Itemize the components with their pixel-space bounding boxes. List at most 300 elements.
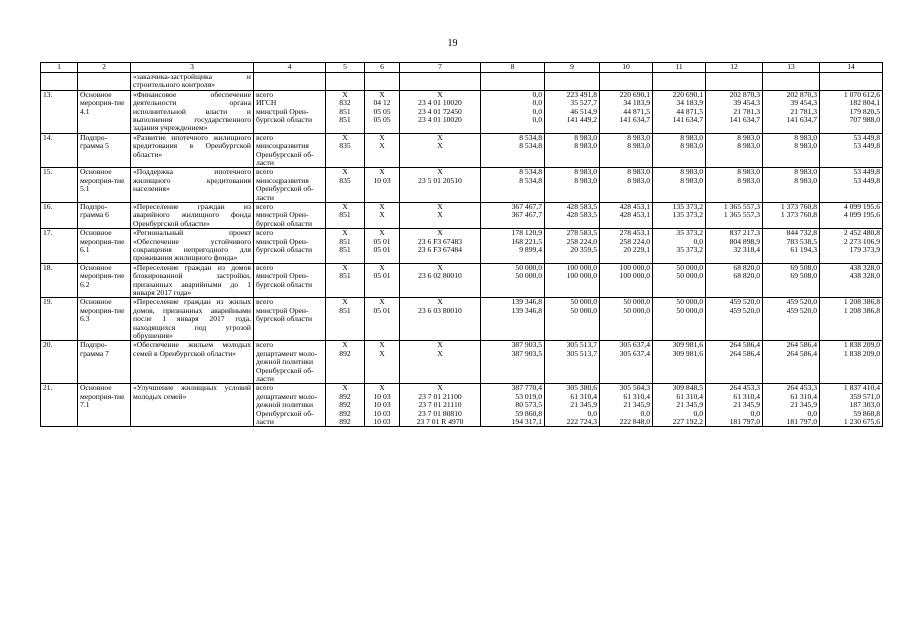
amount-line-col-14: 179 373,9 <box>849 244 880 254</box>
amount-line-col-12: 181 797,0 <box>729 416 760 426</box>
amount-cell-col-10 <box>600 341 653 384</box>
amount-line-col-9: 8 983,0 <box>574 167 597 177</box>
amount-line-col-13: 8 983,0 <box>794 133 817 142</box>
amount-line-col-13 <box>765 159 817 167</box>
amount-line-col-14 <box>822 375 880 383</box>
amount-cell-col-12 <box>706 298 763 341</box>
target-article-line: 23 7 01 21100 <box>418 391 462 401</box>
target-article-line: Х <box>437 228 443 238</box>
amount-line-col-14: 182 804,1 <box>849 98 880 108</box>
amount-cell-col-13 <box>763 133 820 168</box>
row-number-cell: 17. <box>41 229 78 264</box>
grbs-line: Х <box>342 383 348 393</box>
amount-line-col-12: 1 365 557,3 <box>723 210 760 220</box>
amount-line-col-11: 135 373,2 <box>672 210 703 220</box>
amount-cell-col-8 <box>481 90 545 133</box>
section-line <box>367 281 397 289</box>
amount-line-col-10: 34 183,9 <box>623 98 650 108</box>
executor-cell <box>254 90 326 133</box>
amount-line-col-8: 367 467,7 <box>511 210 542 220</box>
grbs-line: 851 <box>339 244 351 254</box>
amount-line-col-8: 387 770,4 <box>511 383 542 393</box>
amount-line-col-13 <box>765 358 817 366</box>
amount-line-col-11: 8 983,0 <box>680 175 703 185</box>
amount-line-col-9: 141 449,2 <box>566 114 597 124</box>
amount-line-col-12: 8 983,0 <box>737 133 760 142</box>
amount-line-col-11 <box>655 358 703 366</box>
target-article-line: Х <box>437 202 443 211</box>
executor-line: всего <box>256 228 274 238</box>
amount-cell-col-9 <box>545 133 600 168</box>
amount-line-col-13: 8 983,0 <box>794 175 817 185</box>
amount-line-col-11: 0,0 <box>693 236 703 246</box>
amount-line-col-10: 0,0 <box>640 408 650 418</box>
amount-line-col-12: 68 820,0 <box>733 263 760 272</box>
section-line: Х <box>379 383 385 393</box>
grbs-line <box>328 367 362 375</box>
amount-line-col-12 <box>708 151 760 159</box>
grbs-cell <box>326 263 365 298</box>
amount-line-col-8: 8 534,8 <box>519 175 542 185</box>
amount-line-col-8: 53 019,0 <box>515 391 542 401</box>
amount-line-col-12: 0,0 <box>750 408 760 418</box>
column-header-14: 14 <box>820 63 883 73</box>
executor-cell <box>254 263 326 298</box>
executor-line: ласти <box>256 374 274 384</box>
amount-line-col-11: 8 983,0 <box>680 167 703 177</box>
measure-name-cell: «Финансовое обеспечение деятельности органа исполнительной власти и выполнения государственного задания учреждением» <box>131 90 254 133</box>
table-row <box>41 168 883 203</box>
amount-line-col-10: 278 453,1 <box>619 228 650 238</box>
section-cell <box>365 384 400 427</box>
measure-name-cell: «Поддержка ипотечного жилищного кредитования населения» <box>131 168 254 203</box>
measure-name-cell: «Переселение граждан из жилых домов, признанных аварийными после 1 января 2017 года, находящихся под угрозой обрушения» <box>131 298 254 341</box>
row-type-cell: Основное мероприя-тие 6.3 <box>78 298 131 341</box>
section-line: 05 05 <box>373 106 391 116</box>
amount-line-col-14: 179 820,5 <box>849 106 880 116</box>
amount-line-col-8: 80 573,5 <box>515 400 542 410</box>
amount-line-col-14: 1 838 209,0 <box>843 340 880 350</box>
amount-line-col-13: 61 194,3 <box>790 244 817 254</box>
amount-line-col-12: 8 983,0 <box>737 175 760 185</box>
amount-line-col-10 <box>602 151 650 159</box>
executor-line: всего <box>256 297 274 307</box>
section-line: Х <box>379 348 385 358</box>
grbs-line: 892 <box>339 400 351 410</box>
amount-line-col-8 <box>483 220 542 228</box>
row-number-cell: 21. <box>41 384 78 427</box>
section-line: 05 01 <box>373 305 391 315</box>
amount-line-col-13: 264 453,3 <box>786 383 817 393</box>
section-cell <box>365 133 400 168</box>
target-article-cell <box>400 341 481 384</box>
amount-line-col-8: 0,0 <box>532 114 542 124</box>
amount-cell-col-11 <box>653 133 706 168</box>
section-line <box>367 159 397 167</box>
section-line <box>367 151 397 159</box>
measure-name-cell: «Улучшение жилищных условий молодых семей» <box>131 384 254 427</box>
row-type-cell: Основное мероприя-тие 5.1 <box>78 168 131 203</box>
amount-cell-col-10 <box>600 168 653 203</box>
amount-line-col-10: 220 690,1 <box>619 90 650 99</box>
section-line: 10 03 <box>373 175 391 185</box>
table-row <box>41 202 883 228</box>
amount-line-col-12: 804 898,9 <box>729 236 760 246</box>
amount-line-col-12: 8 983,0 <box>737 167 760 177</box>
amount-line-col-9: 100 000,0 <box>566 263 597 272</box>
grbs-line: Х <box>342 263 348 272</box>
amount-line-col-10: 305 637,4 <box>619 340 650 350</box>
amount-line-col-14: 53 449,8 <box>853 167 880 177</box>
amount-line-col-14: 359 571,0 <box>849 391 880 401</box>
amount-line-col-12: 8 983,0 <box>737 141 760 151</box>
measure-name-cell: «Обеспечение жильем молодых семей в Оренбургской области» <box>131 341 254 384</box>
section-line <box>367 185 397 193</box>
amount-line-col-13: 264 586,4 <box>786 340 817 350</box>
amount-cell-col-8 <box>481 229 545 264</box>
amount-line-col-13: 783 538,5 <box>786 236 817 246</box>
table-row <box>41 133 883 168</box>
amount-line-col-12: 264 586,4 <box>729 340 760 350</box>
executor-line: минстрой Орен- <box>256 106 309 116</box>
measure-name-cell: «Развитие ипотечного жилищного кредитования в Оренбургской области» <box>131 133 254 168</box>
amount-line-col-14: 1 230 675,6 <box>843 416 880 426</box>
amount-line-col-9: 8 983,0 <box>574 133 597 142</box>
amount-cell-col-13 <box>763 263 820 298</box>
amount-cell-col-13 <box>763 341 820 384</box>
executor-line: минстрой Орен- <box>256 271 309 281</box>
target-article-line: 23 5 01 20510 <box>418 175 462 185</box>
section-line: 05 01 <box>373 236 391 246</box>
amount-line-col-14 <box>822 151 880 159</box>
amount-line-col-13: 141 634,7 <box>786 114 817 124</box>
executor-line: бургской области <box>256 114 313 124</box>
amount-cell-col-9 <box>545 90 600 133</box>
grbs-cell <box>326 384 365 427</box>
amount-line-col-12: 459 520,0 <box>729 305 760 315</box>
column-header-11: 11 <box>653 63 706 73</box>
amount-line-col-10: 50 000,0 <box>623 297 650 307</box>
amount-line-col-13: 21 781,3 <box>790 106 817 116</box>
amount-line-col-9: 305 380,6 <box>566 383 597 393</box>
amount-line-col-11: 8 983,0 <box>680 133 703 142</box>
table-row <box>41 384 883 427</box>
amount-cell-col-13 <box>763 229 820 264</box>
amount-line-col-11 <box>655 159 703 167</box>
amount-line-col-10: 8 983,0 <box>627 175 650 185</box>
amount-cell-col-8 <box>481 168 545 203</box>
executor-cell <box>254 202 326 228</box>
amount-cell-col-9 <box>545 298 600 341</box>
target-article-cell <box>400 384 481 427</box>
column-header-13: 13 <box>763 63 820 73</box>
amount-cell-col-9 <box>545 168 600 203</box>
target-article-line: Х <box>437 133 443 142</box>
amount-line-col-13 <box>765 151 817 159</box>
amount-line-col-12: 837 217,3 <box>729 228 760 238</box>
amount-line-col-11: 21 345,9 <box>676 400 703 410</box>
amount-line-col-14: 438 328,0 <box>849 263 880 272</box>
amount-line-col-11: 50 000,0 <box>676 297 703 307</box>
amount-line-col-13 <box>765 185 817 193</box>
grbs-cell <box>326 298 365 341</box>
section-cell <box>365 168 400 203</box>
table-row <box>41 263 883 298</box>
target-article-line: Х <box>437 263 443 272</box>
amount-line-col-14: 4 099 195,6 <box>843 202 880 211</box>
amount-line-col-14: 1 208 386,8 <box>843 297 880 307</box>
amount-cell-col-9 <box>545 263 600 298</box>
grbs-line: Х <box>342 228 348 238</box>
amount-line-col-13 <box>765 194 817 202</box>
executor-line: департамент моло- <box>256 391 318 401</box>
grbs-cell <box>326 341 365 384</box>
amount-cell-col-8 <box>481 133 545 168</box>
amount-line-col-10: 8 983,0 <box>627 133 650 142</box>
section-cell <box>365 202 400 228</box>
amount-cell-col-13 <box>763 298 820 341</box>
section-line: Х <box>379 133 385 142</box>
amount-line-col-12: 202 870,3 <box>729 90 760 99</box>
amount-line-col-14: 1 208 386,8 <box>843 305 880 315</box>
grbs-line <box>328 315 362 323</box>
measure-name-cell: «заказчика-застройщика и строительного контроля» <box>131 73 254 91</box>
target-article-cell <box>400 263 481 298</box>
column-header-10: 10 <box>600 63 653 73</box>
amount-line-col-8: 50 000,0 <box>515 271 542 281</box>
amount-cell-col-12 <box>706 133 763 168</box>
executor-line: всего <box>256 133 274 142</box>
amount-line-col-11: 34 183,9 <box>676 98 703 108</box>
amount-cell-col-10 <box>600 229 653 264</box>
target-article-line: 23 4 01 72450 <box>418 106 462 116</box>
amount-cell-col-11 <box>653 168 706 203</box>
amount-line-col-14: 53 449,8 <box>853 175 880 185</box>
amount-line-col-10: 141 634,7 <box>619 114 650 124</box>
executor-line: дежной политики <box>256 400 314 410</box>
amount-line-col-9 <box>547 194 597 202</box>
amount-line-col-11: 50 000,0 <box>676 271 703 281</box>
amount-line-col-12: 32 318,4 <box>733 244 760 254</box>
amount-line-col-14 <box>822 315 880 323</box>
amount-line-col-9 <box>547 367 597 375</box>
amount-cell-col-12 <box>706 263 763 298</box>
amount-line-col-9 <box>547 159 597 167</box>
amount-cell-col-11 <box>653 90 706 133</box>
amount-line-col-11: 0,0 <box>693 408 703 418</box>
amount-line-col-13: 69 508,0 <box>790 271 817 281</box>
section-line: Х <box>379 167 385 177</box>
grbs-line: Х <box>342 167 348 177</box>
amount-line-col-11 <box>655 315 703 323</box>
column-number-header <box>41 63 883 73</box>
grbs-line <box>328 220 362 228</box>
amount-line-col-14 <box>822 358 880 366</box>
executor-line: всего <box>256 167 274 177</box>
executor-line: минстрой Орен- <box>256 210 309 220</box>
amount-line-col-11: 35 373,2 <box>676 244 703 254</box>
section-line: Х <box>379 340 385 350</box>
amount-line-col-8 <box>483 281 542 289</box>
executor-line: минсоцразвития <box>256 175 309 185</box>
target-article-line: 23 6 02 80010 <box>418 271 462 281</box>
table-row <box>41 341 883 384</box>
amount-line-col-10: 8 983,0 <box>627 167 650 177</box>
amount-line-col-11: 135 373,2 <box>672 202 703 211</box>
amount-line-col-13: 202 870,3 <box>786 90 817 99</box>
amount-cell-col-11 <box>653 298 706 341</box>
amount-cell-col-14 <box>820 90 883 133</box>
amount-line-col-12 <box>708 281 760 289</box>
amount-line-col-11: 50 000,0 <box>676 305 703 315</box>
amount-line-col-13: 39 454,3 <box>790 98 817 108</box>
section-line: 05 01 <box>373 271 391 281</box>
target-article-line: Х <box>437 348 443 358</box>
amount-cell-col-14 <box>820 384 883 427</box>
amount-line-col-14: 4 099 195,6 <box>843 210 880 220</box>
amount-line-col-12: 68 820,0 <box>733 271 760 281</box>
grbs-line: Х <box>342 133 348 142</box>
section-line: Х <box>379 210 385 220</box>
amount-line-col-8: 168 221,5 <box>511 236 542 246</box>
row-number-cell: 15. <box>41 168 78 203</box>
amount-line-col-10 <box>602 159 650 167</box>
amount-line-col-14 <box>822 185 880 193</box>
measure-name-cell: «Переселение граждан из аварийного жилищного фонда Оренбургской области» <box>131 202 254 228</box>
executor-line: всего <box>256 90 274 99</box>
amount-line-col-13: 459 520,0 <box>786 305 817 315</box>
amount-line-col-12: 264 586,4 <box>729 348 760 358</box>
executor-line: ласти <box>256 158 274 168</box>
amount-line-col-8: 8 534,8 <box>519 133 542 142</box>
amount-cell-col-8 <box>481 298 545 341</box>
amount-line-col-10: 222 848,0 <box>619 416 650 426</box>
amount-cell-col-11 <box>653 341 706 384</box>
grbs-line: Х <box>342 297 348 307</box>
amount-line-col-13: 844 732,8 <box>786 228 817 238</box>
amount-line-col-9: 50 000,0 <box>570 305 597 315</box>
column-header-8: 8 <box>481 63 545 73</box>
executor-line: бургской области <box>256 244 313 254</box>
amount-line-col-10: 21 345,9 <box>623 400 650 410</box>
section-line: Х <box>379 297 385 307</box>
amount-line-col-9: 21 345,9 <box>570 400 597 410</box>
amount-cell-col-12 <box>706 229 763 264</box>
amount-cell-col-10 <box>600 202 653 228</box>
target-article-line: Х <box>437 210 443 220</box>
grbs-line: 851 <box>339 210 351 220</box>
amount-line-col-13: 1 373 760,8 <box>780 210 817 220</box>
amount-line-col-9: 278 583,5 <box>566 228 597 238</box>
row-number-cell: 16. <box>41 202 78 228</box>
amount-line-col-8 <box>483 194 542 202</box>
amount-line-col-11 <box>655 220 703 228</box>
target-article-line: 23 4 01 10020 <box>418 114 462 124</box>
amount-line-col-9: 8 983,0 <box>574 141 597 151</box>
amount-cell-col-13 <box>763 202 820 228</box>
amount-line-col-10 <box>602 220 650 228</box>
amount-line-col-8: 139 346,8 <box>511 297 542 307</box>
target-article-line <box>402 358 478 366</box>
grbs-line: 835 <box>339 175 351 185</box>
grbs-cell <box>326 168 365 203</box>
section-cell <box>365 341 400 384</box>
amount-line-col-14 <box>822 281 880 289</box>
amount-line-col-12 <box>708 185 760 193</box>
amount-cell-col-13 <box>763 384 820 427</box>
amount-line-col-11: 141 634,7 <box>672 114 703 124</box>
row-type-cell: Подпро-грамма 6 <box>78 202 131 228</box>
amount-line-col-11 <box>655 281 703 289</box>
target-article-cell <box>400 202 481 228</box>
amount-line-col-9: 222 724,3 <box>566 416 597 426</box>
amount-line-col-8: 9 899,4 <box>519 244 542 254</box>
amount-line-col-8 <box>483 185 542 193</box>
amount-line-col-12: 61 310,4 <box>733 391 760 401</box>
section-line: 05 01 <box>373 244 391 254</box>
amount-line-col-8: 0,0 <box>532 106 542 116</box>
grbs-line: 832 <box>339 98 351 108</box>
executor-line: всего <box>256 263 274 272</box>
amount-line-col-9: 428 583,5 <box>566 210 597 220</box>
amount-line-col-11 <box>655 367 703 375</box>
executor-line: бургской области <box>256 218 313 228</box>
executor-line: бургской области <box>256 314 313 324</box>
amount-cell-col-8 <box>481 202 545 228</box>
amount-line-col-8: 8 534,8 <box>519 141 542 151</box>
row-number-cell: 20. <box>41 341 78 384</box>
amount-line-col-13: 8 983,0 <box>794 167 817 177</box>
column-header-12: 12 <box>706 63 763 73</box>
amount-cell-col-13 <box>763 168 820 203</box>
amount-line-col-8 <box>483 151 542 159</box>
grbs-cell <box>326 229 365 264</box>
amount-line-col-14: 1 070 612,6 <box>843 90 880 99</box>
amount-cell-col-10 <box>600 384 653 427</box>
section-line <box>367 194 397 202</box>
amount-line-col-14 <box>822 220 880 228</box>
row-number-cell: 18. <box>41 263 78 298</box>
amount-cell-col-12 <box>706 341 763 384</box>
amount-line-col-12 <box>708 194 760 202</box>
amount-line-col-13: 8 983,0 <box>794 141 817 151</box>
amount-line-col-10 <box>602 185 650 193</box>
executor-line: всего <box>256 202 274 211</box>
grbs-line <box>328 185 362 193</box>
amount-line-col-10 <box>602 281 650 289</box>
amount-line-col-12: 1 365 557,3 <box>723 202 760 211</box>
column-header-2: 2 <box>78 63 131 73</box>
target-article-line: 23 6 F3 67483 <box>417 236 463 246</box>
program-funding-table <box>40 62 883 427</box>
grbs-line <box>328 375 362 383</box>
amount-cell-col-14 <box>820 298 883 341</box>
row-type-cell: Основное мероприя-тие 6.2 <box>78 263 131 298</box>
section-line: 10 03 <box>373 416 391 426</box>
amount-line-col-13: 181 797,0 <box>786 416 817 426</box>
target-article-line <box>402 159 478 167</box>
amount-line-col-9: 20 359,5 <box>570 244 597 254</box>
amount-line-col-14: 2 273 106,9 <box>843 236 880 246</box>
amount-line-col-10: 100 000,0 <box>619 271 650 281</box>
amount-line-col-14: 2 452 480,8 <box>843 228 880 238</box>
amount-cell-col-9 <box>545 341 600 384</box>
amount-line-col-14: 187 303,0 <box>849 400 880 410</box>
amount-cell-col-11 <box>653 229 706 264</box>
target-article-line: 23 6 F3 67484 <box>417 244 463 254</box>
amount-line-col-14: 1 837 410,4 <box>843 383 880 393</box>
executor-cell <box>254 229 326 264</box>
